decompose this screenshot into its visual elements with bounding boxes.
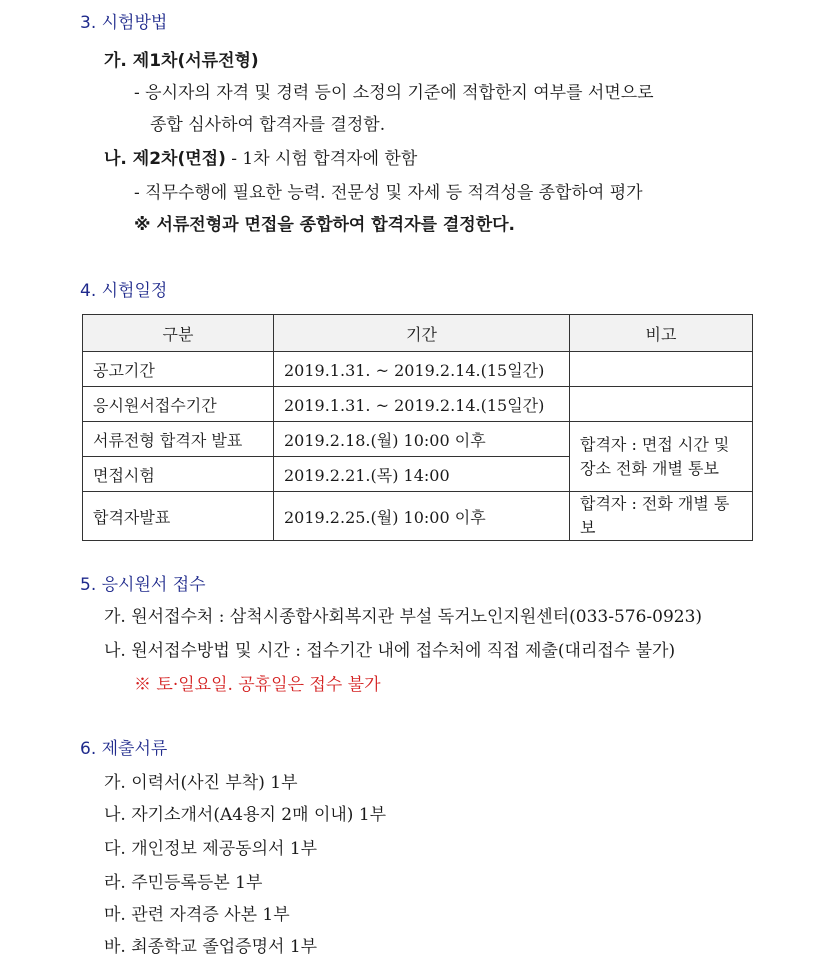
row-period: 2019.2.21.(목) 14:00	[274, 457, 570, 492]
document-item: 라. 주민등록등본 1부	[104, 873, 263, 893]
header-note: 비고	[570, 315, 753, 352]
section-4-title: 4. 시험일정	[80, 281, 168, 301]
table-row	[83, 492, 753, 541]
header-category: 구분	[83, 315, 274, 352]
section-5-title: 5. 응시원서 접수	[80, 575, 206, 595]
table-header-row	[83, 315, 753, 352]
method-1st-title: 가. 제1차(서류전형)	[104, 51, 259, 71]
table-row	[83, 422, 753, 457]
row-period: 2019.2.25.(월) 10:00 이후	[274, 492, 570, 541]
row-label: 공고기간	[83, 352, 274, 387]
method-2nd-desc: - 직무수행에 필요한 능력. 전문성 및 자세 등 적격성을 종합하여 평가	[134, 183, 643, 203]
row-period: 2019.1.31. ~ 2019.2.14.(15일간)	[274, 352, 570, 387]
application-place: 가. 원서접수처 : 삼척시종합사회복지관 부설 독거노인지원센터(033-576-0923)	[104, 607, 703, 627]
table-row	[83, 352, 753, 387]
row-label: 면접시험	[83, 457, 274, 492]
row-note	[570, 387, 753, 422]
row-label: 서류전형 합격자 발표	[83, 422, 274, 457]
row-note	[570, 352, 753, 387]
header-period: 기간	[274, 315, 570, 352]
method-1st-desc-line2: 종합 심사하여 합격자를 결정함.	[150, 115, 386, 135]
section-3-title: 3. 시험방법	[80, 13, 168, 33]
row-label: 응시원서접수기간	[83, 387, 274, 422]
application-note: ※ 토·일요일. 공휴일은 접수 불가	[134, 675, 381, 695]
row-note: 합격자 : 전화 개별 통보	[570, 492, 753, 541]
document-item: 나. 자기소개서(A4용지 2매 이내) 1부	[104, 805, 387, 825]
schedule-table	[82, 314, 753, 541]
row-period: 2019.1.31. ~ 2019.2.14.(15일간)	[274, 387, 570, 422]
method-1st-desc-line1: - 응시자의 자격 및 경력 등이 소정의 기준에 적합한지 여부를 서면으로	[134, 83, 654, 103]
row-label: 합격자발표	[83, 492, 274, 541]
document-item: 바. 최종학교 졸업증명서 1부	[104, 937, 318, 957]
section-6-title: 6. 제출서류	[80, 739, 168, 759]
document-item: 다. 개인정보 제공동의서 1부	[104, 839, 318, 859]
table-row	[83, 387, 753, 422]
method-note: ※ 서류전형과 면접을 종합하여 합격자를 결정한다.	[134, 215, 516, 235]
method-2nd-condition: - 1차 시험 합격자에 한함	[225, 149, 418, 169]
row-note: 합격자 : 면접 시간 및 장소 전화 개별 통보	[570, 422, 753, 492]
document-item: 가. 이력서(사진 부착) 1부	[104, 773, 298, 793]
method-2nd-line	[104, 148, 417, 170]
row-period: 2019.2.18.(월) 10:00 이후	[274, 422, 570, 457]
application-method: 나. 원서접수방법 및 시간 : 접수기간 내에 접수처에 직접 제출(대리접수 불가)	[104, 641, 676, 661]
method-2nd-title: 나. 제2차(면접)	[104, 149, 226, 169]
document-item: 마. 관련 자격증 사본 1부	[104, 905, 290, 925]
